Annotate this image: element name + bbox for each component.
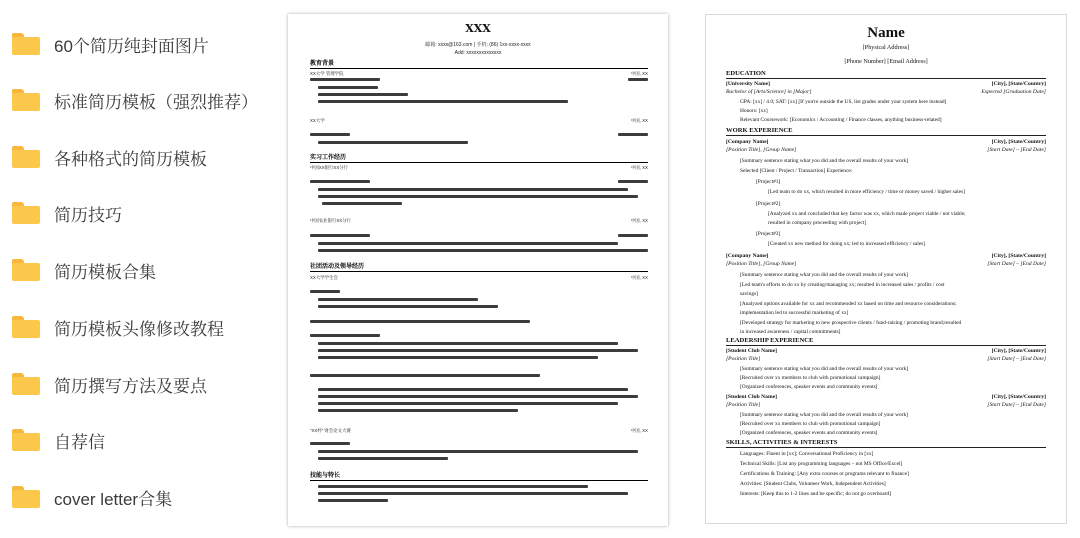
row-left: XX大学 [310,118,325,123]
row-right: 中国, XX [630,71,648,76]
folder-item[interactable] [12,137,272,177]
section-heading: WORK EXPERIENCE [726,127,1046,136]
resume-row [310,71,648,76]
location: [City], [State/Country] [991,139,1046,145]
resume-row [310,428,648,433]
text-line [318,388,628,391]
text-line [322,202,402,205]
row-left: XX大学学生会 [310,275,338,280]
bullet: [Summary sentence stating what you did and the overall results of your work] [740,366,1040,373]
bullet: [Analyzed options available for xx and recommended xx based on time and resource considerations; [740,301,1040,308]
section-heading: SKILLS, ACTIVITIES & INTERESTS [726,439,1046,448]
section-heading: EDUCATION [726,70,1046,79]
text-line [318,100,568,103]
text-line [310,133,350,136]
text-line [318,342,618,345]
text-line [318,450,638,453]
text-line [318,409,518,412]
resume-contact: 邮箱: xxxx@163.com | 手机: (86) 1xx-xxxx-xxxx [425,42,531,48]
text-line [318,356,598,359]
dates: [Start Date] – [End Date] [987,147,1046,153]
resume-row [310,165,648,170]
text-line [318,298,478,301]
dates: [Start Date] – [End Date] [987,261,1046,267]
sub-text: [Analyzed xx and concluded that key factor was xx, which made project viable / not viable; [768,211,966,217]
text-line [318,499,388,502]
text-line [318,86,378,89]
sub-bullet: [Project#3] [756,231,1036,238]
text-line [318,395,638,398]
bullet: Selected [Client / Project / Transaction] Experience: [740,168,1040,175]
bullet: [Summary sentence stating what you did and the overall results of your work] [740,412,1040,419]
text-line [310,180,370,183]
folder-icon [12,146,40,168]
row-right: 中国, XX [630,275,648,280]
text-line [318,141,468,144]
folder-item[interactable] [12,193,272,233]
resume-name: XXX [465,22,491,35]
folder-label: 各种格式的简历模板 [54,149,207,169]
text-line [318,93,408,96]
folder-label: 简历模板合集 [54,262,156,282]
text-line [618,180,648,183]
bullet: [Organized conferences, speaker events and community events] [740,430,1040,437]
position: [Position Title] [726,402,761,408]
text-line [310,78,380,81]
resume-row [310,118,648,123]
folder-label: 简历撰写方法及要点 [54,376,207,396]
bullet: Relevant Coursework: [Economics / Accounting / Finance classes, anything business-related] [740,117,1040,124]
folder-icon [12,202,40,224]
folder-item[interactable] [12,477,272,517]
club: [Student Club Name] [726,394,777,400]
bullet: Certifications & Training: [Any extra courses or programs relevant to finance] [740,471,1040,478]
section-heading: 实习工作经历 [310,154,648,163]
text-line [310,334,380,337]
dates: [Start Date] – [End Date] [987,356,1046,362]
text-line [318,492,628,495]
bullet: [Led team's efforts to do xx by creating/managing xx; resulted in increased sales / profits / cost [740,282,1040,289]
resume-address: Add: xxxxxxxxxxxxxx [454,50,502,56]
folder-item[interactable] [12,307,272,347]
bullet: Languages: Fluent in [xx]; Conversational Proficiency in [xx] [740,451,1040,458]
dates: [Start Date] – [End Date] [987,402,1046,408]
sub-text: in increased awareness / capital commitments] [740,329,841,335]
resume-row [310,218,648,223]
location: [City], [State/Country] [991,394,1046,400]
folder-icon [12,486,40,508]
row-left: 中国XX银行XX分行 [310,165,349,170]
folder-icon [12,429,40,451]
position: [Position Title], [Group Name] [726,147,797,153]
folder-icon [12,259,40,281]
folder-item[interactable] [12,420,272,460]
folder-label: 60个简历纯封面图片 [54,36,209,56]
resume-row [310,275,648,280]
bullet: Activities: [Student Clubs, Volunteer Work, Independent Activities] [740,481,1040,488]
position: [Position Title] [726,356,761,362]
sub-text: [Led team to do xx, which resulted in more efficiency / time or money saved / higher sales] [768,189,965,195]
folder-label: 简历技巧 [54,205,122,225]
bullet: [Organized conferences, speaker events and community events] [740,384,1040,391]
sub-text: [Created xx new method for doing xx; led to increased efficiency / sales] [768,241,926,247]
text-line [318,195,638,198]
section-heading: 教育背景 [310,60,648,69]
text-line [628,78,648,81]
sub-text: savings] [740,291,758,297]
english-resume-preview[interactable] [705,14,1067,524]
resume-contact: [Phone Number] [Email Address] [844,58,928,65]
text-line [318,188,628,191]
text-line [318,249,648,252]
section-heading: 社团活动及领导经历 [310,263,648,272]
location: [City], [State/Country] [991,348,1046,354]
bullet: Technical Skills: [List any programming languages – not MS Office/Excel] [740,461,1040,468]
club: [Student Club Name] [726,348,777,354]
bullet: Interests: [Keep this to 1-2 lines and be specific; do not go overboard] [740,491,1040,498]
location: [City], [State/Country] [991,81,1046,87]
folder-icon [12,33,40,55]
folder-icon [12,89,40,111]
bullet: [Summary sentence stating what you did and the overall results of your work] [740,158,1040,165]
sub-text: resulted in company proceeding with project] [768,220,867,226]
bullet: Honors: [xx] [740,108,1040,115]
section-heading: 技能与特长 [310,472,648,481]
folder-label: cover letter合集 [54,489,173,509]
text-line [310,320,530,323]
text-line [318,242,618,245]
text-line [310,442,350,445]
folder-item[interactable] [12,250,272,290]
university: [University Name] [726,81,770,87]
bullet: [Recruited over xx members to club with promotional campaign] [740,375,1040,382]
degree: Bachelor of [Arts/Science] in [Major] [726,89,812,95]
row-right: 中国, XX [630,428,648,433]
text-line [318,305,498,308]
text-line [310,290,340,293]
company: [Company Name] [726,139,769,145]
row-left: “XX杯” 财会论文大赛 [310,428,351,433]
sub-bullet: [Project#2] [756,201,1036,208]
bullet: [Recruited over xx members to club with promotional campaign] [740,421,1040,428]
expected-date: Expected [Graduation Date] [981,89,1046,95]
folder-item[interactable] [12,80,272,120]
location: [City], [State/Country] [991,253,1046,259]
row-left: XX大学 管理学院 [310,71,344,76]
text-line [318,349,638,352]
row-right: 中国, XX [630,118,648,123]
section-heading: LEADERSHIP EXPERIENCE [726,337,1046,346]
company: [Company Name] [726,253,769,259]
bullet: [Developed strategy for marketing to new prospective clients / fund-raising / promoting brand;resulted [740,320,1040,327]
row-right: 中国, XX [630,165,648,170]
sub-text: implementation led to successful marketing of xx] [740,310,849,316]
text-line [618,133,648,136]
row-right: 中国, XX [630,218,648,223]
text-line [618,234,648,237]
folder-label: 简历模板头像修改教程 [54,319,224,339]
bullet: [Summary sentence stating what you did and the overall results of your work] [740,272,1040,279]
text-line [310,234,370,237]
folder-item[interactable] [12,24,272,64]
text-line [318,485,588,488]
chinese-resume-preview[interactable] [288,14,668,526]
row-left: 中国农业银行XX分行 [310,218,351,223]
folder-item[interactable] [12,364,272,404]
text-line [318,457,448,460]
position: [Position Title], [Group Name] [726,261,797,267]
bullet: GPA: [xx] / 4.0; SAT: [xx] [If you're outside the US, list grades under your system here instead] [740,99,1040,106]
resume-address: [Physical Address] [862,44,910,51]
resume-name: Name [867,25,905,41]
folder-label: 自荐信 [54,432,105,452]
folder-icon [12,373,40,395]
folder-icon [12,316,40,338]
text-line [318,402,618,405]
folder-label: 标准简历模板（强烈推荐） [54,92,258,112]
sub-bullet: [Project#1] [756,179,1036,186]
text-line [310,374,540,377]
folder-list [0,0,275,538]
